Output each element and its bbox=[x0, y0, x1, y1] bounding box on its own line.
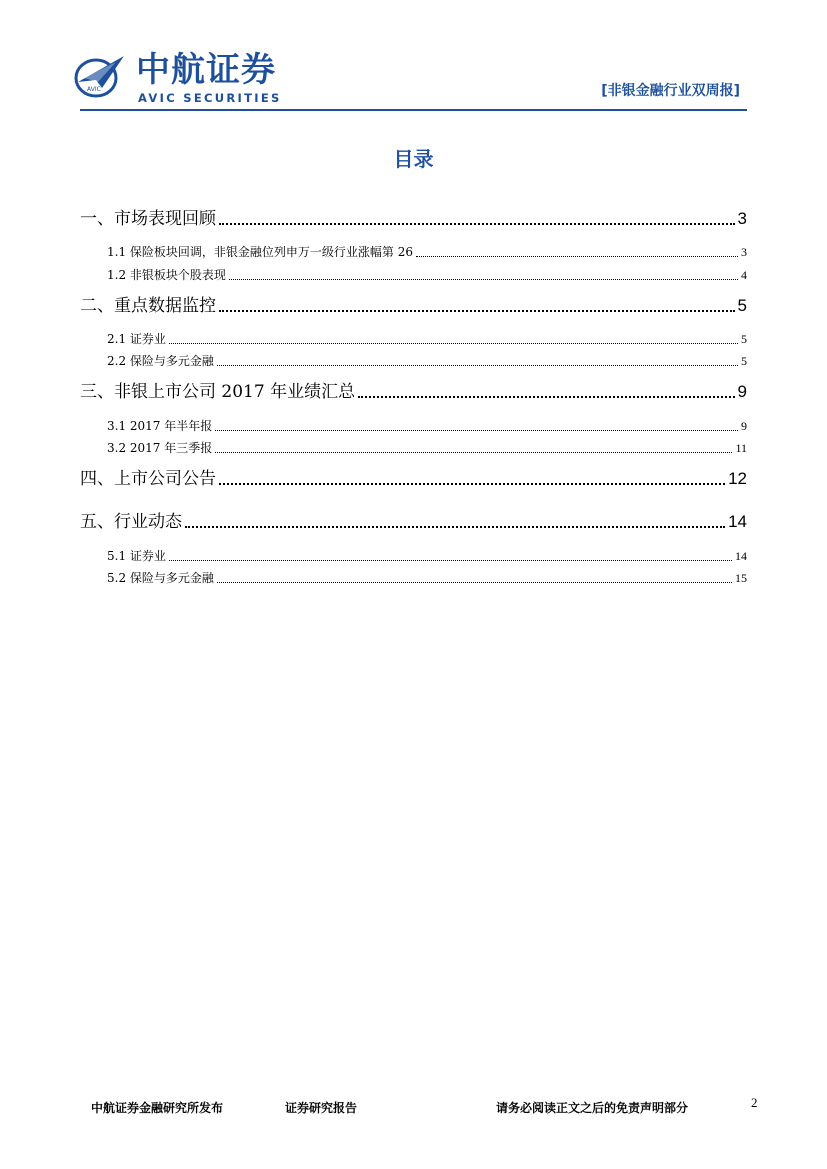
toc-entry-2-2[interactable] bbox=[107, 352, 747, 370]
toc-leader-dots bbox=[217, 365, 738, 366]
toc-entry-section-5[interactable] bbox=[80, 510, 747, 534]
toc-entry-1-2[interactable] bbox=[107, 266, 747, 284]
company-logo bbox=[72, 50, 312, 108]
toc-entry-label: 四、上市公司公告 bbox=[80, 469, 216, 489]
toc-entry-1-1[interactable] bbox=[107, 243, 747, 261]
toc-entry-label: 5.2 保险与多元金融 bbox=[107, 571, 214, 585]
logo-english-name: AVIC SECURITIES bbox=[138, 91, 282, 105]
toc-entry-5-2[interactable] bbox=[107, 569, 747, 587]
toc-entry-page: 5 bbox=[741, 332, 747, 346]
toc-leader-dots bbox=[215, 430, 738, 431]
header-divider bbox=[80, 109, 747, 111]
toc-entry-section-1[interactable] bbox=[80, 207, 747, 231]
toc-entry-page: 4 bbox=[741, 268, 747, 282]
footer-report-type: 证券研究报告 bbox=[285, 1101, 358, 1115]
toc-entry-page: 11 bbox=[735, 441, 747, 455]
toc-title: 目录 bbox=[393, 147, 434, 171]
toc-entry-label: 5.1 证券业 bbox=[107, 549, 166, 563]
toc-entry-3-2[interactable] bbox=[107, 439, 747, 457]
toc-leader-dots bbox=[358, 396, 734, 398]
page-number: 2 bbox=[751, 1095, 758, 1110]
toc-leader-dots bbox=[219, 223, 735, 225]
toc-entry-label: 3.2 2017 年三季报 bbox=[107, 441, 213, 455]
toc-entry-label: 2.1 证券业 bbox=[107, 332, 166, 346]
logo-badge-text: AVIC bbox=[87, 86, 101, 93]
toc-entry-2-1[interactable] bbox=[107, 330, 747, 348]
toc-entry-label: 二、重点数据监控 bbox=[80, 296, 216, 316]
toc-entry-page: 15 bbox=[735, 571, 747, 585]
toc-entry-section-3[interactable] bbox=[80, 380, 747, 404]
toc-entry-section-2[interactable] bbox=[80, 294, 747, 318]
toc-entry-page: 5 bbox=[741, 354, 747, 368]
toc-entry-label: 三、非银上市公司 2017 年业绩汇总 bbox=[80, 382, 356, 402]
toc-leader-dots bbox=[217, 582, 732, 583]
toc-leader-dots bbox=[185, 526, 725, 528]
toc-leader-dots bbox=[219, 483, 725, 485]
toc-leader-dots bbox=[229, 279, 738, 280]
toc-leader-dots bbox=[169, 560, 732, 561]
toc-entry-page: 5 bbox=[737, 296, 747, 315]
toc-entry-page: 12 bbox=[728, 469, 747, 488]
plane-emblem-icon bbox=[72, 52, 128, 100]
toc-leader-dots bbox=[169, 343, 738, 344]
toc-entry-page: 9 bbox=[737, 382, 747, 401]
logo-chinese-name: 中航证券 bbox=[136, 50, 276, 90]
toc-entry-label: 五、行业动态 bbox=[80, 512, 182, 532]
toc-entry-5-1[interactable] bbox=[107, 547, 747, 565]
toc-entry-label: 3.1 2017 年半年报 bbox=[107, 419, 213, 433]
toc-entry-label: 1.2 非银板块个股表现 bbox=[107, 268, 226, 282]
toc-leader-dots bbox=[215, 452, 732, 453]
footer-disclaimer: 请务必阅读正文之后的免责声明部分 bbox=[496, 1101, 689, 1115]
toc-entry-page: 14 bbox=[728, 512, 747, 531]
toc-entry-label: 2.2 保险与多元金融 bbox=[107, 354, 214, 368]
toc-leader-dots bbox=[219, 310, 735, 312]
toc-entry-label: 一、市场表现回顾 bbox=[80, 209, 216, 229]
footer-publisher: 中航证券金融研究所发布 bbox=[91, 1101, 224, 1115]
toc-entry-page: 3 bbox=[737, 209, 747, 228]
toc-entry-page: 9 bbox=[741, 419, 747, 433]
toc-entry-section-4[interactable] bbox=[80, 467, 747, 491]
toc-entry-3-1[interactable] bbox=[107, 417, 747, 435]
toc-entry-page: 3 bbox=[741, 245, 747, 259]
report-type-tag: [非银金融行业双周报] bbox=[601, 83, 740, 99]
toc-leader-dots bbox=[416, 256, 738, 257]
toc-entry-page: 14 bbox=[735, 549, 747, 563]
toc-entry-label: 1.1 保险板块回调，非银金融位列申万一级行业涨幅第 26 bbox=[107, 245, 413, 259]
